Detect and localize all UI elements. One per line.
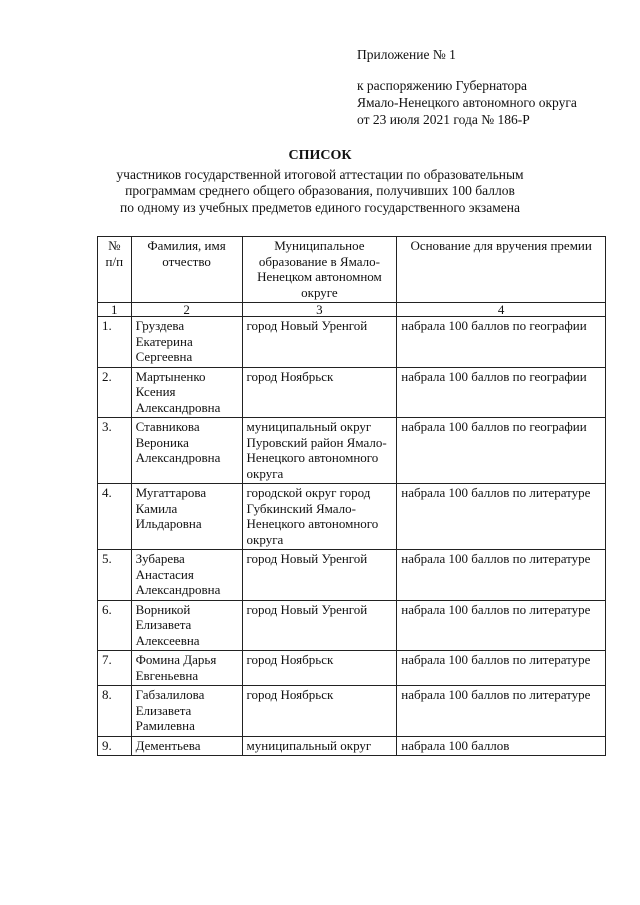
table-row bbox=[98, 651, 606, 686]
header-name: Фамилия, имя отчество bbox=[131, 237, 242, 303]
table-row bbox=[98, 686, 606, 737]
row-municipality: город Ноябрьск bbox=[242, 367, 397, 418]
header-municipality: Муниципальное образование в Ямало-Ненецком автономном округе bbox=[242, 237, 397, 303]
row-number: 9. bbox=[98, 736, 132, 756]
column-number-row bbox=[98, 303, 606, 317]
document-subtitle-1: участников государственной итоговой аттестации по образовательным bbox=[116, 166, 524, 182]
table-row bbox=[98, 418, 606, 484]
header-basis: Основание для вручения премии bbox=[397, 237, 606, 303]
row-name: Мартыненко Ксения Александровна bbox=[131, 367, 242, 418]
row-basis: набрала 100 баллов по литературе bbox=[397, 600, 606, 651]
row-name: Фомина Дарья Евгеньевна bbox=[131, 651, 242, 686]
row-basis: набрала 100 баллов по географии bbox=[397, 367, 606, 418]
row-basis: набрала 100 баллов по географии bbox=[397, 418, 606, 484]
row-number: 8. bbox=[98, 686, 132, 737]
table-row bbox=[98, 367, 606, 418]
annex-line-1: к распоряжению Губернатора bbox=[357, 78, 528, 93]
row-name: Зубарева Анастасия Александровна bbox=[131, 550, 242, 601]
row-municipality: город Ноябрьск bbox=[242, 651, 397, 686]
annex-title: Приложение № 1 bbox=[357, 47, 456, 62]
document-title: СПИСОК bbox=[288, 148, 352, 163]
annex-block bbox=[357, 46, 577, 128]
header-number: № п/п bbox=[98, 237, 132, 303]
row-basis: набрала 100 баллов bbox=[397, 736, 606, 756]
column-number: 1 bbox=[98, 303, 132, 317]
row-municipality: город Ноябрьск bbox=[242, 686, 397, 737]
annex-line-2: Ямало-Ненецкого автономного округа bbox=[357, 95, 577, 110]
row-number: 2. bbox=[98, 367, 132, 418]
row-basis: набрала 100 баллов по литературе bbox=[397, 484, 606, 550]
column-number: 2 bbox=[131, 303, 242, 317]
row-basis: набрала 100 баллов по географии bbox=[397, 317, 606, 368]
row-name: Дементьева bbox=[131, 736, 242, 756]
document-title-block bbox=[0, 148, 640, 216]
table-row bbox=[98, 736, 606, 756]
column-number: 4 bbox=[397, 303, 606, 317]
annex-gap bbox=[357, 63, 577, 77]
row-basis: набрала 100 баллов по литературе bbox=[397, 651, 606, 686]
row-number: 6. bbox=[98, 600, 132, 651]
row-name: Ставникова Вероника Александровна bbox=[131, 418, 242, 484]
row-municipality: город Новый Уренгой bbox=[242, 317, 397, 368]
row-name: Мугаттарова Камила Ильдаровна bbox=[131, 484, 242, 550]
row-basis: набрала 100 баллов по литературе bbox=[397, 686, 606, 737]
row-number: 4. bbox=[98, 484, 132, 550]
row-municipality: муниципальный округ Пуровский район Ямало-Ненецкого автономного округа bbox=[242, 418, 397, 484]
column-number: 3 bbox=[242, 303, 397, 317]
row-municipality: муниципальный округ bbox=[242, 736, 397, 756]
annex-line-3: от 23 июля 2021 года № 186-Р bbox=[357, 112, 530, 127]
row-number: 7. bbox=[98, 651, 132, 686]
row-name: Габзалилова Елизавета Рамилевна bbox=[131, 686, 242, 737]
row-name: Ворникой Елизавета Алексеевна bbox=[131, 600, 242, 651]
row-basis: набрала 100 баллов по литературе bbox=[397, 550, 606, 601]
document-subtitle-3: по одному из учебных предметов единого государственного экзамена bbox=[120, 199, 520, 215]
participants-table bbox=[97, 236, 606, 756]
row-municipality: город Новый Уренгой bbox=[242, 550, 397, 601]
row-name: Груздева Екатерина Сергеевна bbox=[131, 317, 242, 368]
table-header-row bbox=[98, 237, 606, 303]
row-municipality: городской округ город Губкинский Ямало-Ненецкого автономного округа bbox=[242, 484, 397, 550]
document-subtitle-2: программам среднего общего образования, получивших 100 баллов bbox=[125, 183, 515, 198]
row-number: 5. bbox=[98, 550, 132, 601]
row-municipality: город Новый Уренгой bbox=[242, 600, 397, 651]
table-row bbox=[98, 484, 606, 550]
row-number: 3. bbox=[98, 418, 132, 484]
row-number: 1. bbox=[98, 317, 132, 368]
table-row bbox=[98, 550, 606, 601]
table-row bbox=[98, 600, 606, 651]
table-row bbox=[98, 317, 606, 368]
